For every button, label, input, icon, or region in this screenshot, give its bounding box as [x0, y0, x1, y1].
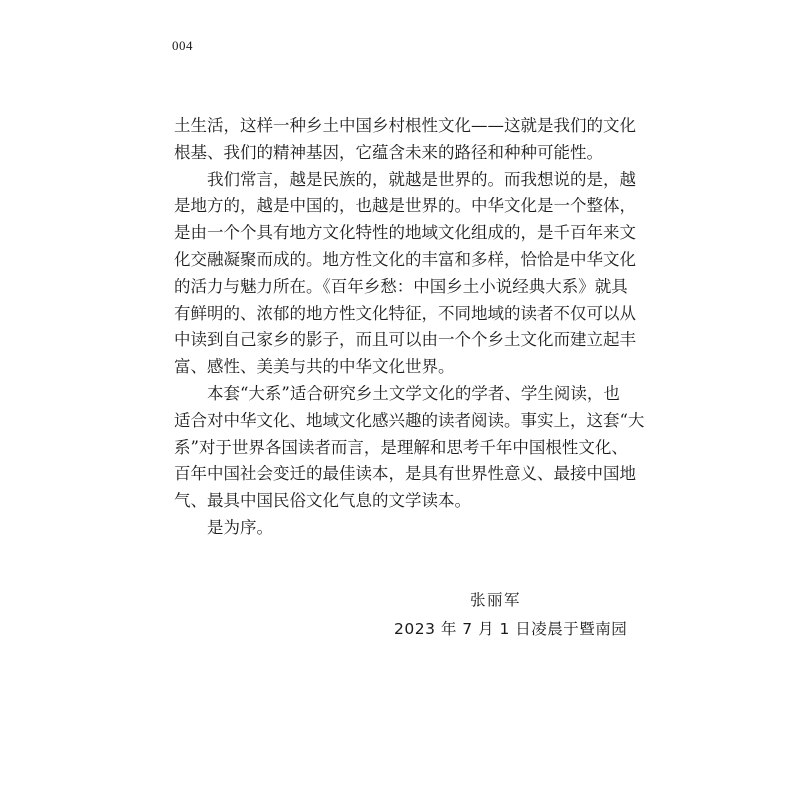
signature-date: 2023 年 7 月 1 日凌晨于暨南园	[394, 620, 628, 638]
paragraph-4-line-1: 是为序。	[207, 517, 273, 537]
paragraph-3-line-3: 系”对于世界各国读者而言，是理解和思考千年中国根性文化、	[174, 437, 628, 457]
paragraph-2-line-7: 中读到自己家乡的影子，而且可以由一个个乡土文化而建立起丰	[174, 330, 636, 350]
paragraph-3-line-5: 气、最具中国民俗文化气息的文学读本。	[174, 491, 471, 511]
paragraph-2-line-1: 我们常言，越是民族的，就越是世界的。而我想说的是，越	[207, 169, 636, 189]
paragraph-2-line-2: 是地方的，越是中国的，也越是世界的。中华文化是一个整体，	[174, 196, 636, 216]
paragraph-1-line-1: 土生活，这样一种乡土中国乡村根性文化——这就是我们的文化	[174, 116, 636, 135]
paragraph-2-line-6: 有鲜明的、浓郁的地方性文化特征，不同地域的读者不仅可以从	[174, 303, 636, 323]
paragraph-1-line-2: 根基、我们的精神基因，它蕴含未来的路径和种种可能性。	[174, 142, 603, 162]
paragraph-2-line-3: 是由一个个具有地方文化特性的地域文化组成的，是千百年来文	[174, 223, 636, 243]
paragraph-3-line-1: 本套“大系”适合研究乡土文学文化的学者、学生阅读，也	[207, 383, 620, 403]
author-signature: 张丽军	[470, 591, 522, 609]
body-text	[174, 113, 644, 542]
paragraph-2-line-5: 的活力与魅力所在。《百年乡愁：中国乡土小说经典大系》就具	[174, 276, 628, 296]
paragraph-3-line-4: 百年中国社会变迁的最佳读本，是具有世界性意义、最接中国地	[174, 464, 636, 484]
page-number: 004	[172, 38, 193, 53]
paragraph-2-line-8: 富、感性、美美与共的中华文化世界。	[174, 357, 455, 377]
paragraph-3-line-2: 适合对中华文化、地域文化感兴趣的读者阅读。事实上，这套“大	[174, 410, 644, 430]
paragraph-2-line-4: 化交融凝聚而成的。地方性文化的丰富和多样，恰恰是中华文化	[174, 249, 636, 269]
